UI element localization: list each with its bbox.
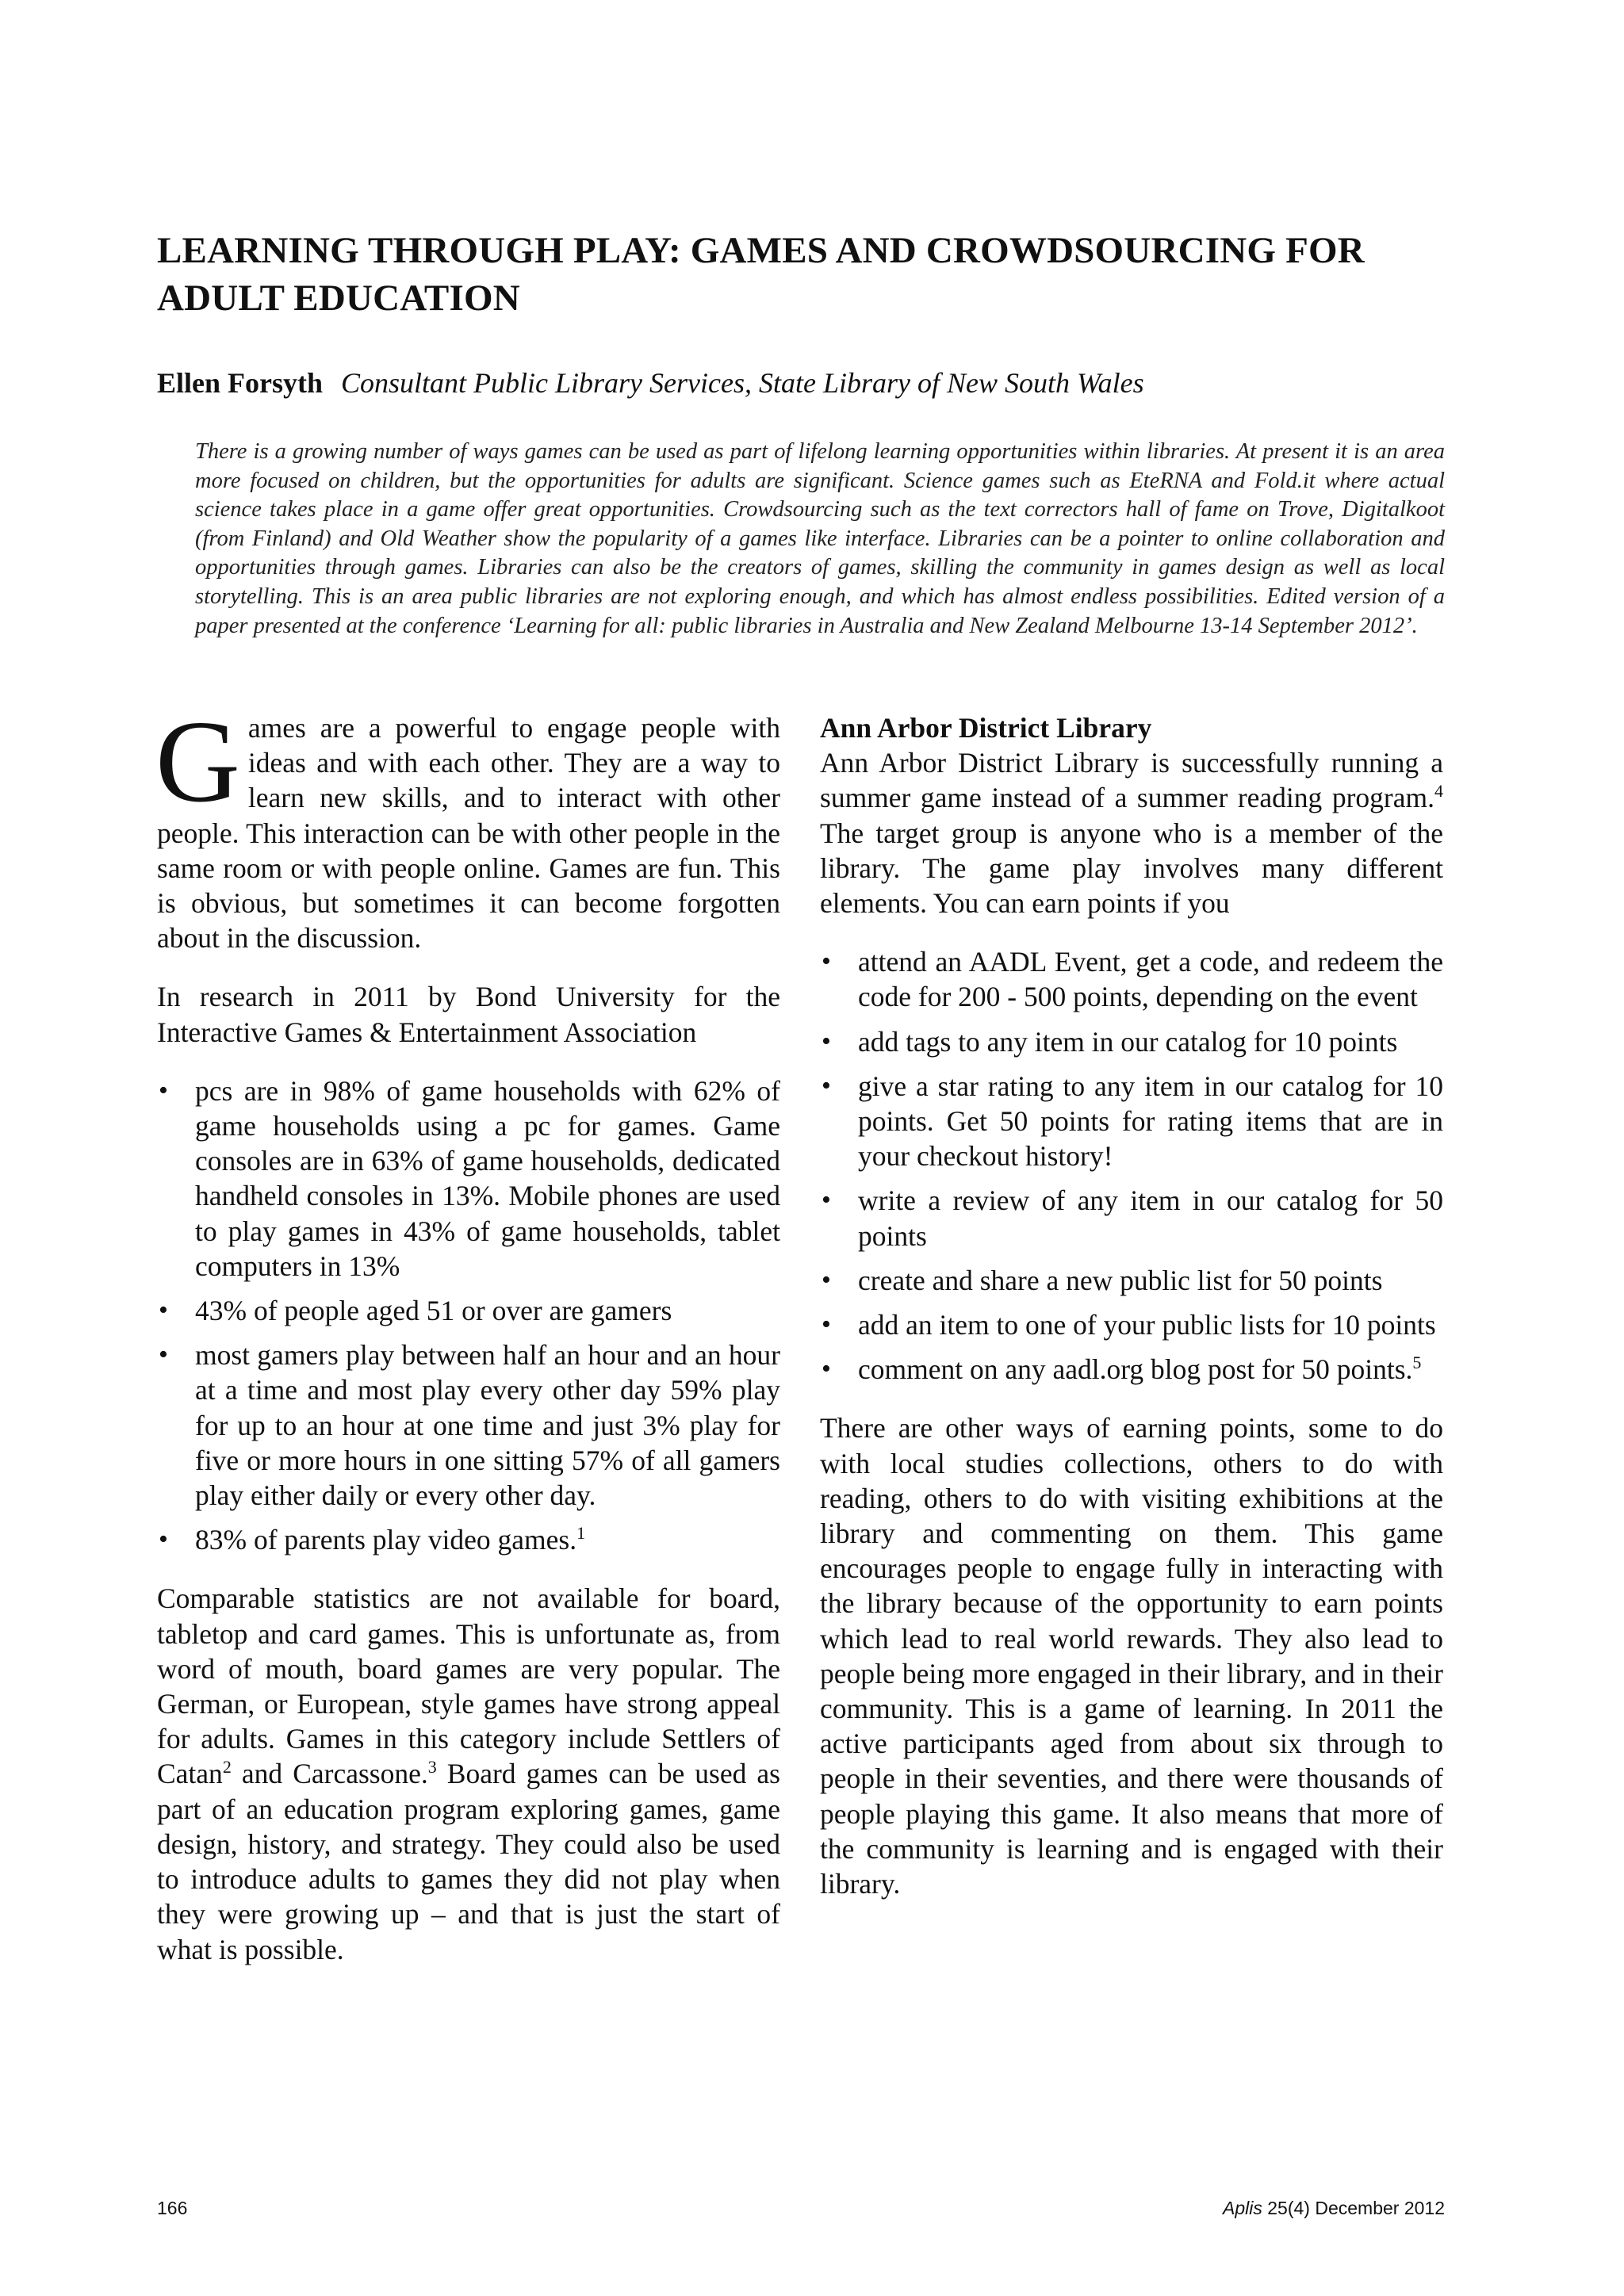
author-name: Ellen Forsyth (157, 367, 324, 399)
list-item: • most gamers play between half an hour and an hour at a time and most play every other day 59% play for up to an hour at one time and just 3% play for five or more hours in one sitting 57% of all gamers play either daily or every other day. (157, 1337, 780, 1513)
list-item: • comment on any aadl.org blog post for 50 points.$^5$ (820, 1352, 1443, 1387)
list-item: • 83% of parents play video games.$^1$ (157, 1522, 780, 1557)
page-number: 166 (157, 2198, 188, 2218)
right-column (820, 710, 1443, 1925)
byline (157, 365, 1457, 401)
intro-paragraph (155, 697, 780, 955)
research-bullet-list (157, 1073, 780, 1558)
research-intro: In research in 2011 by Bond University for the Interactive Games & Entertainment Association (157, 981, 780, 1048)
footnote-ref: 1 (576, 1523, 586, 1544)
list-item: • give a star rating to any item in our catalog for 10 points. Get 50 points for rating items that are in your checkout history! (820, 1069, 1443, 1174)
left-column (155, 697, 780, 1991)
drop-cap: G (155, 697, 240, 827)
paper-title: LEARNING THROUGH PLAY: GAMES AND CROWDSOURCING FOR ADULT EDUCATION (157, 230, 1365, 319)
list-item: • pcs are in 98% of game households with 62% of game households using a pc for games. Game consoles are in 63% of game households, dedicated handheld consoles in 13%. Mobile phones are used to play games in 43% of game households, tablet computers in 13% (157, 1073, 780, 1284)
intro-text: ames are a powerful to engage people with ideas and with each other. They are a way to learn new skills, and to interact with other people. This interaction can be with other people in the same room or with people online. Games are fun. This is obvious, but sometimes it can become forgotten about in the discussion. (157, 712, 780, 955)
footnote-ref: 4 (1434, 781, 1443, 802)
journal-issue: 25(4) December 2012 (1262, 2198, 1445, 2218)
footnote-ref: 3 (427, 1757, 437, 1777)
aadl-intro-paragraph: Ann Arbor District Library is successfully running a summer game instead of a summer reading program.$^4$ The target group is anyone who is a member of the library. The game play involves many different elements. You can earn points if you (820, 747, 1443, 920)
section-heading: Ann Arbor District Library (820, 712, 1152, 744)
footnote-ref: 5 (1412, 1353, 1422, 1373)
points-bullet-list (820, 944, 1443, 1387)
list-item: • add tags to any item in our catalog for 10 points (820, 1024, 1443, 1059)
closing-paragraph: There are other ways of earning points, some to do with local studies collections, others to do with reading, others to do with visiting exhibitions at the library and commenting on them. This game encourages people to engage fully in interacting with the library because of the opportunity to earn points which lead to real world rewards. They also lead to people being more engaged in their library, and in their community. This is a game of learning. In 2011 the active participants aged from about six through to people in their seventies, and there were thousands of people playing this game. It also means that more of the community is learning and is engaged with their library. (820, 1412, 1443, 1900)
board-games-paragraph: Comparable statistics are not available for board, tabletop and card games. This is unfortunate as, from word of mouth, board games are very popular. The German, or European, style games have strong appeal for adults. Games in this category include Settlers of Catan$^2$ and Carcassone.$^3$ Board games can be used as part of an education program exploring games, game design, history, and strategy. They could also be used to introduce adults to games they did not play when they were growing up – and that is just the start of what is possible. (157, 1582, 780, 1965)
journal-name: Aplis (1223, 2198, 1262, 2218)
list-item: • 43% of people aged 51 or over are gamers (157, 1293, 780, 1328)
list-item: • write a review of any item in our catalog for 50 points (820, 1183, 1443, 1253)
list-item: • attend an AADL Event, get a code, and redeem the code for 200 - 500 points, depending on the event (820, 944, 1443, 1014)
list-item: • add an item to one of your public lists for 10 points (820, 1307, 1443, 1342)
footnote-ref: 2 (222, 1757, 232, 1777)
author-affiliation: Consultant Public Library Services, State Library of New South Wales (341, 367, 1144, 399)
list-item: • create and share a new public list for 50 points (820, 1263, 1443, 1298)
journal-citation (1223, 2198, 1445, 2219)
abstract: There is a growing number of ways games can be used as part of lifelong learning opportunities within libraries. At present it is an area more focused on children, but the opportunities for adults are significant. Science games such as EteRNA and Fold.it where actual science takes place in a game offer great opportunities. Crowdsourcing such as the text correctors hall of fame on Trove, Digitalkoot (from Finland) and Old Weather show the popularity of a games like interface. Libraries can be a pointer to online collaboration and opportunities through games. Libraries can also be the creators of games, skilling the community in games design as well as local storytelling. This is an area public libraries are not exploring enough, and which has almost endless possibilities. Edited version of a paper presented at the conference ‘Learning for all: public libraries in Australia and New Zealand Melbourne 13-14 September 2012’. (195, 439, 1445, 638)
